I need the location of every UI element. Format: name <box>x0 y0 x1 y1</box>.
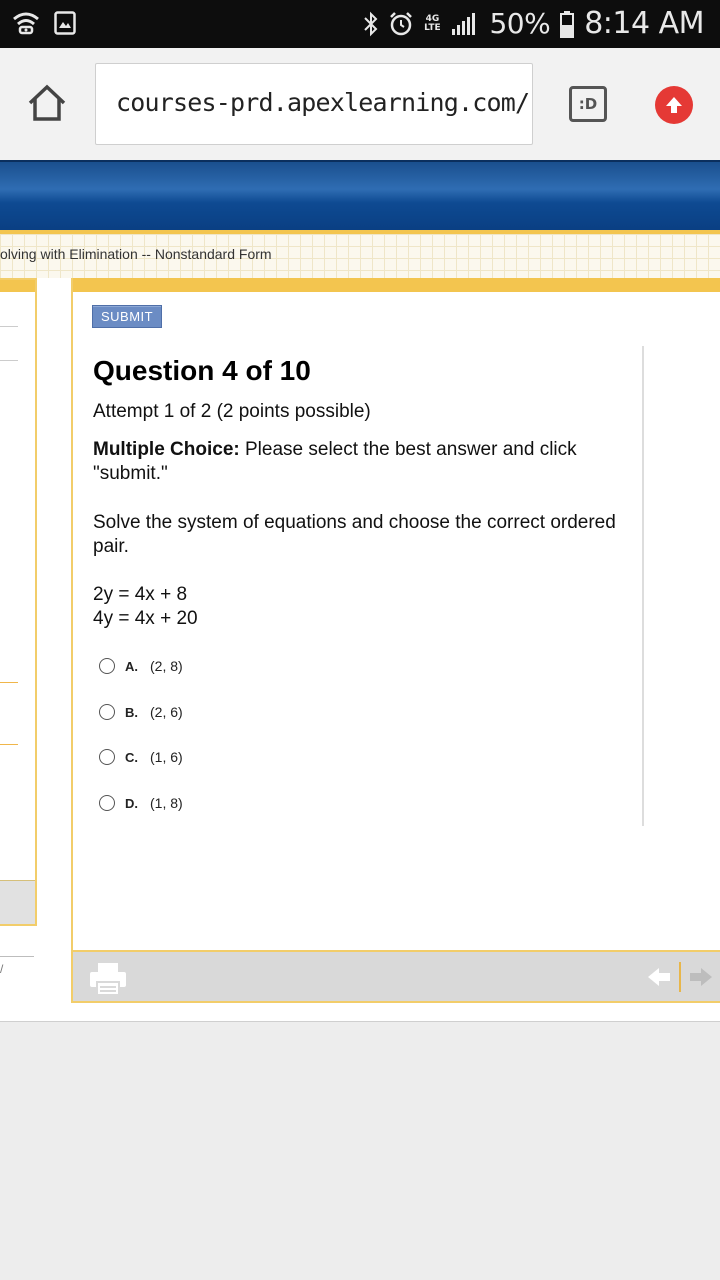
submit-button[interactable]: SUBMIT <box>92 305 162 328</box>
left-panel-divider <box>0 744 18 745</box>
choice-d[interactable] <box>99 795 183 811</box>
address-bar[interactable] <box>95 63 533 145</box>
status-bar-left <box>12 10 76 36</box>
url-text: courses-prd.apexlearning.com/ <box>116 88 530 117</box>
question-panel <box>71 278 720 1003</box>
printer-icon[interactable] <box>89 962 127 996</box>
left-panel-mark: / <box>0 962 4 976</box>
question-panel-header <box>73 278 720 292</box>
choice-text: (1, 6) <box>150 749 183 765</box>
attempt-text: Attempt 1 of 2 (2 points possible) <box>93 401 371 422</box>
clock-time: 8:14 AM <box>584 6 704 41</box>
gallery-icon <box>54 11 76 35</box>
choice-letter: C. <box>125 749 138 765</box>
header-banner <box>0 160 720 230</box>
question-prompt: Solve the system of equations and choose the correct ordered pair. <box>93 512 616 557</box>
arrow-left-icon[interactable] <box>647 966 671 988</box>
arrow-up-icon <box>664 95 684 115</box>
choice-text: (2, 8) <box>150 658 183 674</box>
equation: 4y = 4x + 20 <box>93 608 198 629</box>
radio-button[interactable] <box>99 795 115 811</box>
left-panel-underline <box>0 956 34 957</box>
choice-letter: A. <box>125 658 138 674</box>
equation: 2y = 4x + 8 <box>93 584 188 605</box>
radio-button[interactable] <box>99 749 115 765</box>
choice-letter: B. <box>125 704 138 720</box>
left-panel-footer <box>0 880 35 924</box>
choice-b[interactable] <box>99 704 183 720</box>
signal-icon <box>451 11 479 37</box>
home-icon[interactable] <box>26 82 68 124</box>
alarm-icon <box>389 11 413 37</box>
choice-text: (2, 6) <box>150 704 183 720</box>
choice-letter: D. <box>125 795 138 811</box>
upload-button[interactable] <box>655 86 693 124</box>
nav-separator <box>679 962 681 992</box>
tab-switcher-button[interactable]: :D <box>569 86 607 122</box>
arrow-right-icon[interactable] <box>689 966 713 988</box>
battery-icon <box>560 10 574 38</box>
choice-c[interactable] <box>99 749 183 765</box>
network-type-label: 4G LTE <box>424 13 441 33</box>
left-panel-divider <box>0 682 18 683</box>
left-panel-divider <box>0 326 18 327</box>
left-side-panel <box>0 278 37 926</box>
left-panel-divider <box>0 360 18 361</box>
question-title: Question 4 of 10 <box>93 355 311 386</box>
bluetooth-icon <box>363 11 379 37</box>
radio-button[interactable] <box>99 658 115 674</box>
browser-toolbar <box>0 48 720 160</box>
instruction-text: Please select the best answer and click "submit." <box>93 439 577 484</box>
radio-button[interactable] <box>99 704 115 720</box>
choice-text: (1, 8) <box>150 795 183 811</box>
status-bar-right <box>363 6 704 41</box>
wifi-icon <box>12 10 40 36</box>
web-page <box>0 160 720 1022</box>
vertical-divider <box>642 346 644 826</box>
status-bar <box>0 0 720 48</box>
choice-a[interactable] <box>99 658 183 674</box>
equation-list <box>93 583 198 631</box>
instruction-label: Multiple Choice: <box>93 439 240 460</box>
instructions <box>93 438 633 486</box>
left-panel-header <box>0 280 35 292</box>
question-footer-bar <box>73 950 720 1001</box>
breadcrumb: olving with Elimination -- Nonstandard Form <box>0 246 272 262</box>
battery-percent: 50% <box>489 7 551 40</box>
